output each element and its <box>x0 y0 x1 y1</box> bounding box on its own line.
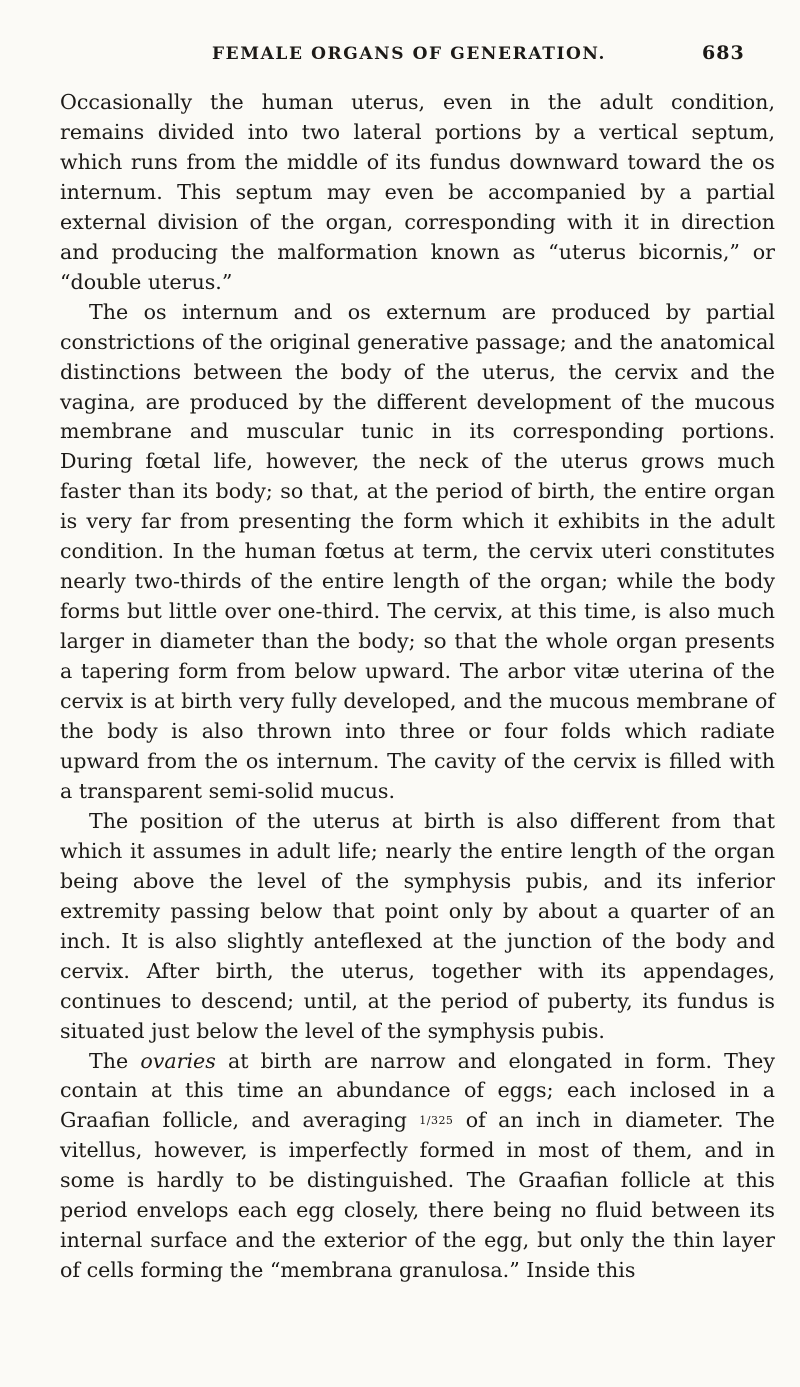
paragraph-os-internum: The os internum and os externum are produced by partial constrictions of the original generative passage; and the anatomical distinctions between the body of the uterus, the cervix and the vagina, are produced by the different development of the mucous membrane and muscular tunic in its corresponding portions. During fœtal life, however, the neck of the uterus grows much faster than its body; so that, at the period of birth, the entire organ is very far from presenting the form which it exhibits in the adult condition. In the human fœtus at term, the cervix uteri constitutes nearly two-thirds of the entire length of the organ; while the body forms but little over one-third. The cervix, at this time, is also much larger in diameter than the body; so that the whole organ presents a tapering form from below upward. The arbor vitæ uterina of the cervix is at birth very fully developed, and the mucous membrane of the body is also thrown into three or four folds which radiate upward from the os internum. The cavity of the cervix is filled with a transparent semi-solid mucus. <box>60 299 775 803</box>
paragraph-uterus-bicornis: Occasionally the human uterus, even in the adult condition, remains divided into two lateral portions by a vertical septum, which runs from the middle of its fundus downward toward the os internum. This septum may even be accompanied by a partial external division of the organ, corresponding with it in direction and producing the malformation known as “uterus bicornis,” or “double uterus.” <box>60 90 775 294</box>
ovaries-text-before-fraction: at birth are narrow and elongated in form. They contain at this time an abundance of eggs; each inclosed in a Graafian follicle, and averaging <box>60 1048 776 1133</box>
running-head: FEMALE ORGANS OF GENERATION. <box>212 44 606 64</box>
page-header <box>0 40 800 80</box>
body-text <box>60 88 775 1286</box>
paragraph-uterus-position: The position of the uterus at birth is also different from that which it assumes in adult life; nearly the entire length of the organ being above the level of the symphysis pubis, and its inferior extremity passing below that point only by about a quarter of an inch. It is also slightly anteflexed at the junction of the body and cervix. After birth, the uterus, together with its appendages, continues to descend; until, at the period of puberty, its fundus is situated just below the level of the symphysis pubis. <box>60 808 775 1043</box>
page-number: 683 <box>702 42 745 64</box>
egg-diameter-fraction: 1/325 <box>419 1114 454 1128</box>
ovaries-term: ovaries <box>140 1048 216 1073</box>
paragraph-ovaries <box>60 1047 775 1287</box>
ovaries-text-after-fraction: of an inch in diameter. The vitellus, however, is imperfectly formed in most of them, and in some is hardly to be distinguished. The Graafian follicle at this period envelops each egg closely, there being no fluid between its internal surface and the exterior of the egg, but only the thin layer of cells forming the “membrana granulosa.” Inside this <box>60 1108 775 1283</box>
ovaries-lead: The <box>89 1048 129 1073</box>
